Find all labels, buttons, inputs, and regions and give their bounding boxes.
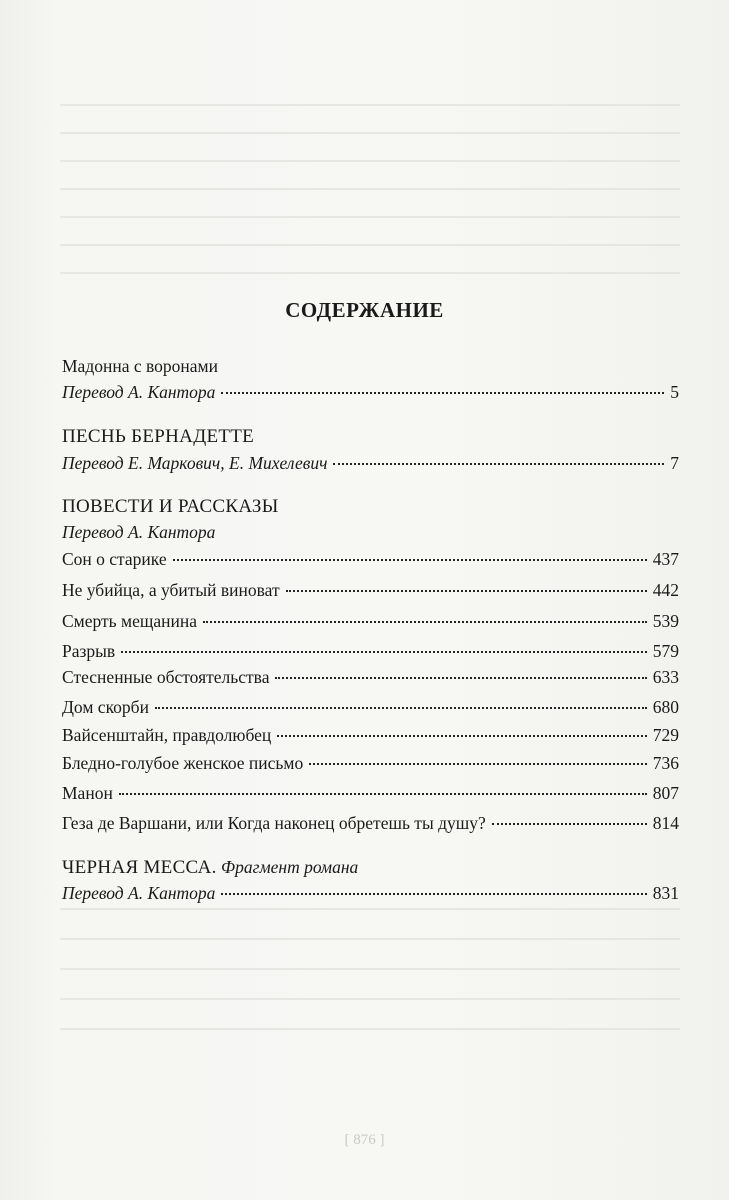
leader-dots (309, 763, 647, 765)
entry-page-number: 5 (670, 382, 679, 402)
leader-dots (221, 392, 664, 394)
entry-page-number: 831 (652, 883, 679, 903)
entry-page-number: 814 (652, 813, 679, 833)
entry-title: Разрыв (62, 641, 116, 661)
entry-page-number: 579 (652, 641, 679, 661)
entry-title: Не убийца, а убитый виноват (62, 580, 280, 600)
leader-dots (333, 463, 664, 465)
bleed-through-line (60, 160, 680, 162)
entry-title: Сон о старике (62, 549, 167, 569)
bleed-through-line (60, 908, 680, 910)
bleed-through-line (60, 998, 680, 1000)
section-title: ПЕСНЬ БЕРНАДЕТТЕ (62, 426, 255, 447)
entry-title: Вайсенштайн, правдолюбец (62, 725, 272, 745)
bleed-through-line (60, 188, 680, 190)
leader-dots (275, 677, 646, 679)
leader-dots (286, 590, 647, 592)
bleed-through-line (60, 272, 680, 274)
toc-entry-bernadette-translator (62, 450, 679, 476)
bleed-through-line (60, 244, 680, 246)
toc-entry (62, 780, 679, 806)
toc-entry-madonna-translator (62, 379, 679, 405)
entry-page-number: 539 (652, 611, 679, 631)
toc-section-stories (62, 494, 679, 520)
toc-entry (62, 608, 679, 634)
leader-dots (221, 893, 646, 895)
toc-entry (62, 638, 679, 664)
section-subtitle: Фрагмент романа (221, 857, 359, 877)
toc-entry-black-mass-translator (62, 880, 679, 906)
entry-page-number: 442 (652, 580, 679, 600)
toc-section-bernadette (62, 424, 679, 450)
toc-entry (62, 810, 679, 836)
toc-entry (62, 694, 679, 720)
entry-title: Геза де Варшани, или Когда наконец обретешь ты душу? (62, 813, 486, 833)
entry-title: Бледно-голубое женское письмо (62, 753, 304, 773)
toc-entry (62, 577, 679, 603)
entry-translator: Перевод А. Кантора (62, 522, 216, 542)
toc-title-madonna (62, 353, 679, 379)
entry-page-number: 680 (652, 697, 679, 717)
entry-translator: Перевод Е. Маркович, Е. Михелевич (62, 453, 328, 473)
entry-translator: Перевод А. Кантора (62, 382, 216, 402)
bleed-through-line (60, 216, 680, 218)
bleed-through-line (60, 968, 680, 970)
entry-translator: Перевод А. Кантора (62, 883, 216, 903)
leader-dots (203, 621, 647, 623)
toc-entry (62, 750, 679, 776)
toc-entry (62, 722, 679, 748)
entry-title: Манон (62, 783, 113, 803)
bleed-through-line (60, 104, 680, 106)
toc-stories-translator (62, 519, 679, 545)
entry-title: Дом скорби (62, 697, 149, 717)
bleed-through-line (60, 132, 680, 134)
leader-dots (155, 707, 647, 709)
leader-dots (119, 793, 647, 795)
section-title: ЧЕРНАЯ МЕССА. (62, 857, 217, 878)
entry-page-number: 736 (652, 753, 679, 773)
entry-page-number: 633 (652, 667, 679, 687)
entry-page-number: 437 (652, 549, 679, 569)
entry-title: Смерть мещанина (62, 611, 197, 631)
leader-dots (173, 559, 647, 561)
leader-dots (121, 651, 647, 653)
leader-dots (277, 735, 647, 737)
toc-entry (62, 664, 679, 690)
toc-section-black-mass (62, 854, 679, 880)
entry-title: Мадонна с воронами (62, 356, 218, 376)
entry-page-number: 729 (652, 725, 679, 745)
page-folio: [ 876 ] (344, 1132, 385, 1148)
bleed-through-line (60, 938, 680, 940)
leader-dots (492, 823, 647, 825)
entry-page-number: 807 (652, 783, 679, 803)
entry-page-number: 7 (670, 453, 679, 473)
entry-title: Стесненные обстоятельства (62, 667, 270, 687)
section-title: ПОВЕСТИ И РАССКАЗЫ (62, 496, 279, 517)
toc-entry (62, 546, 679, 572)
bleed-through-line (60, 1028, 680, 1030)
contents-heading: СОДЕРЖАНИЕ (285, 298, 444, 322)
